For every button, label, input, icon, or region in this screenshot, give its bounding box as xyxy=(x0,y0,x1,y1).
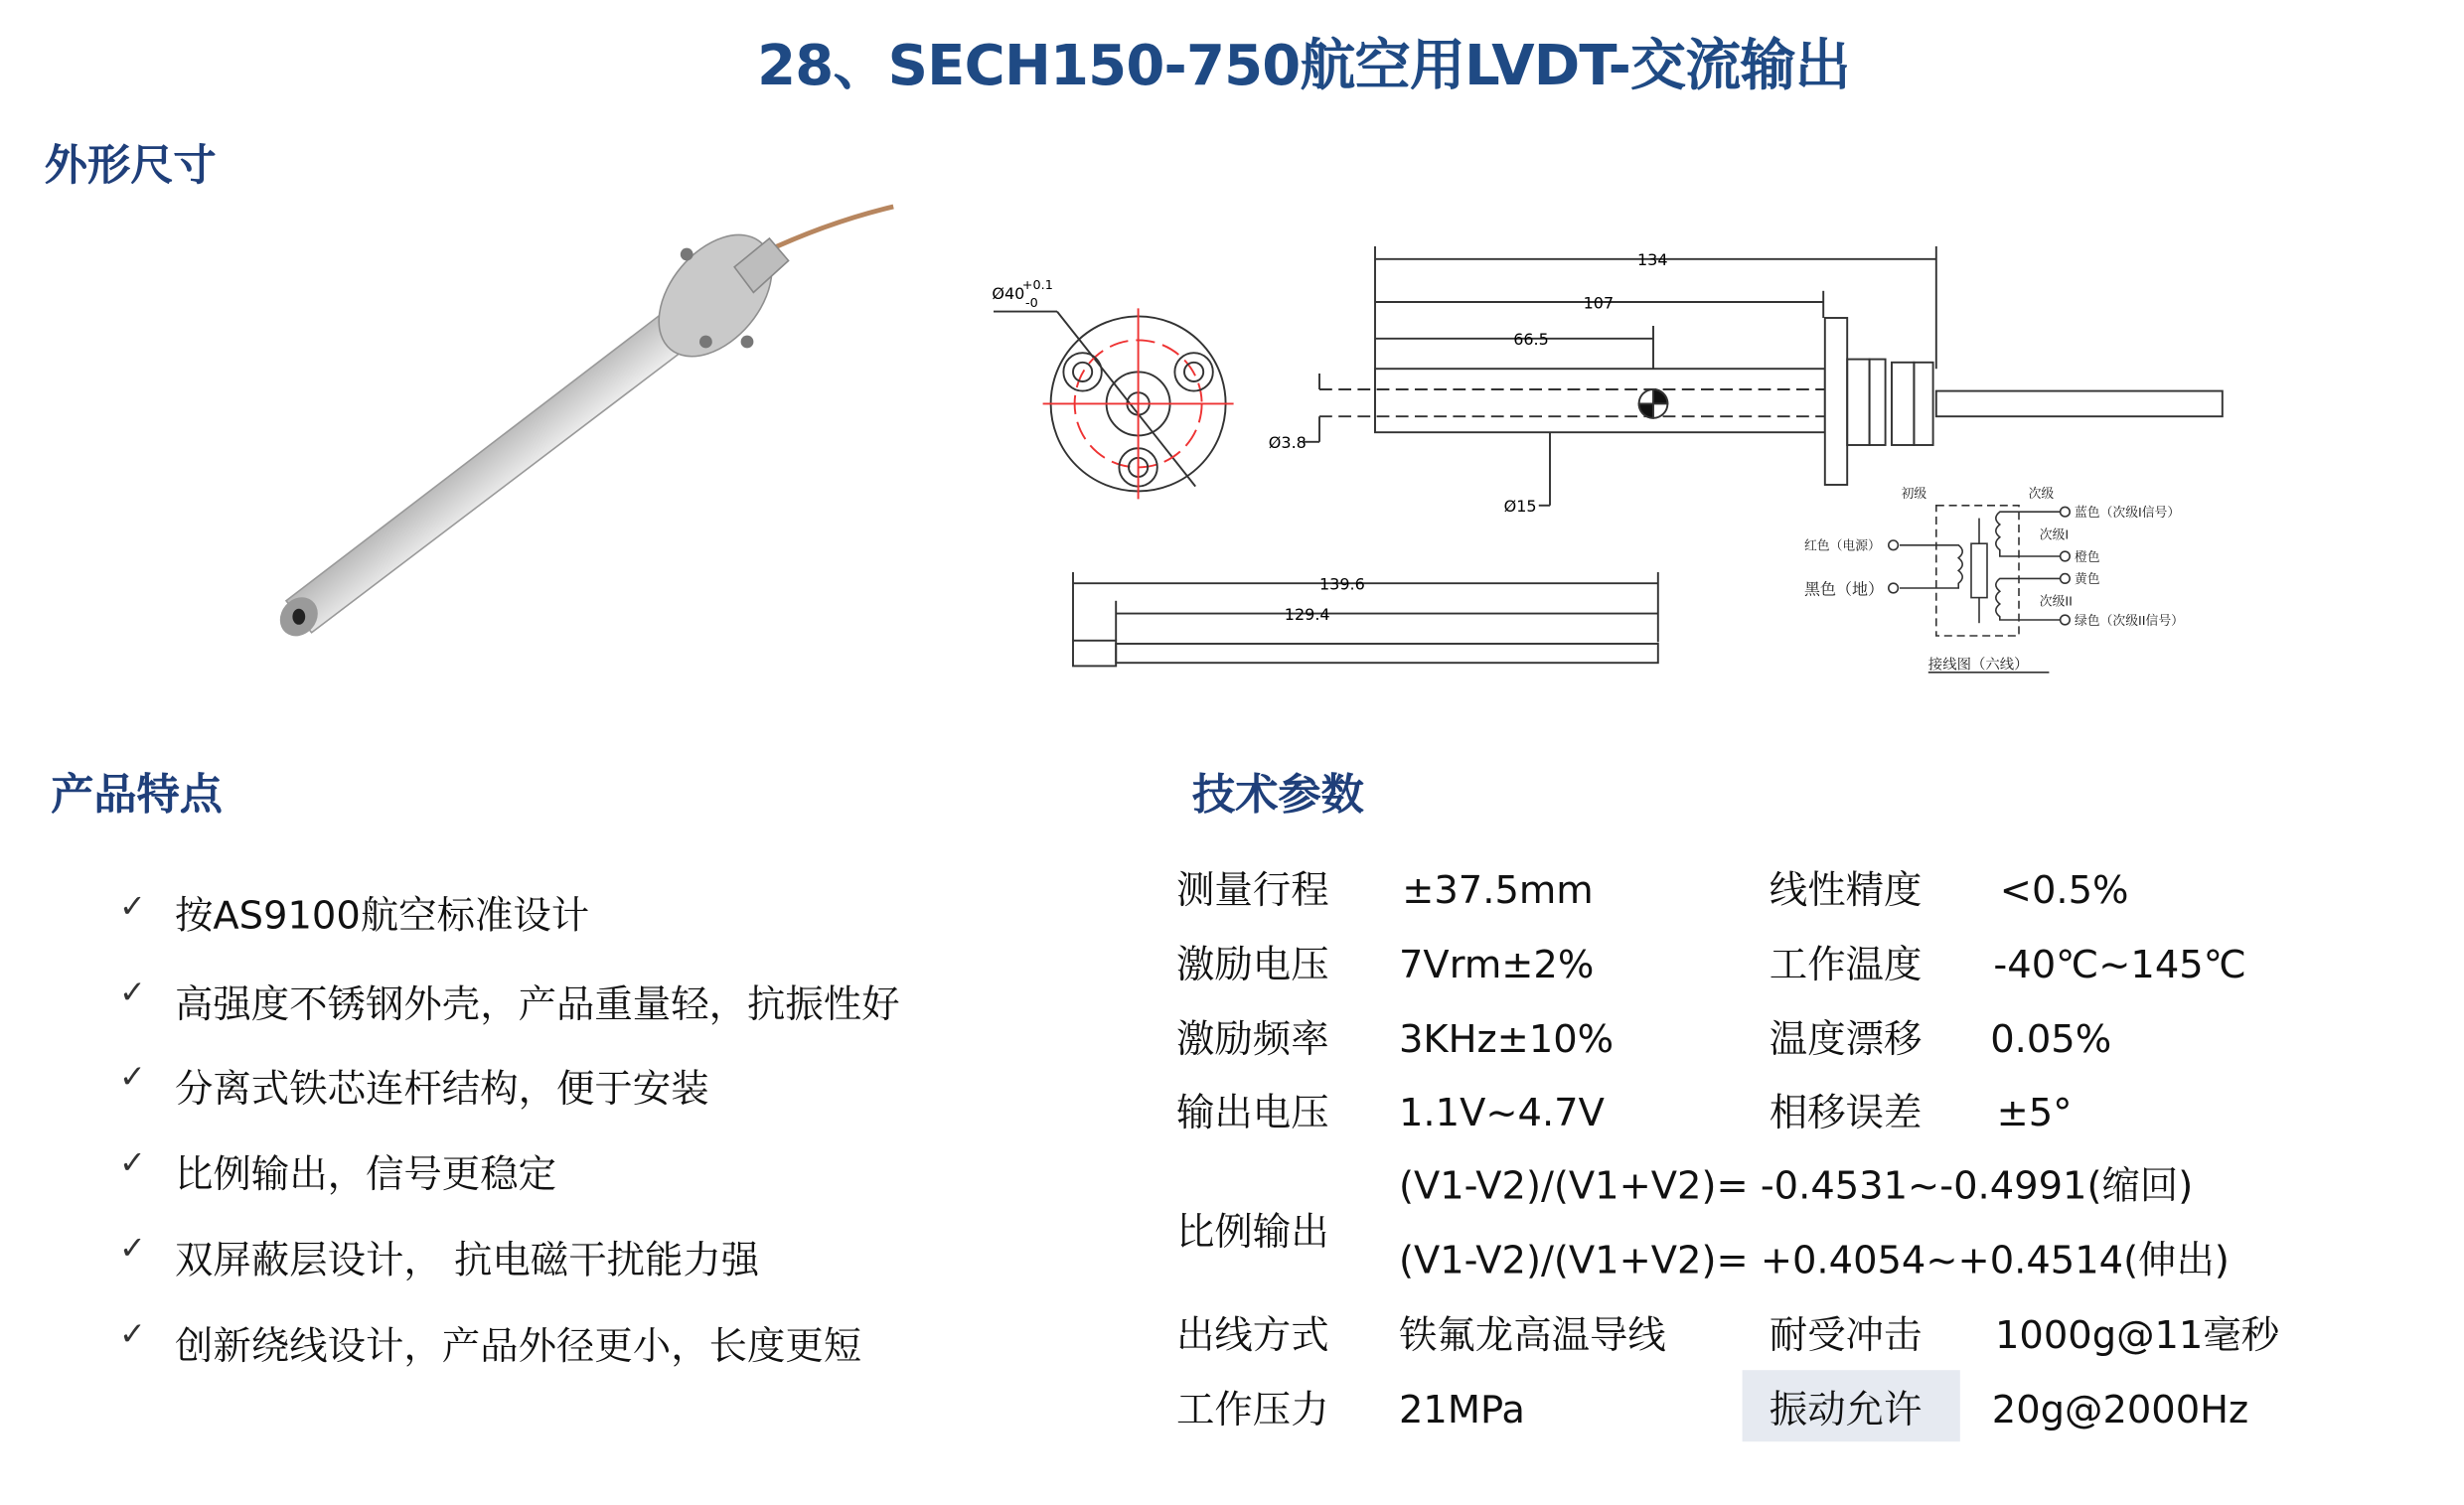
page-title: 28、SECH150-750航空用LVDT-交流输出 xyxy=(757,35,1850,99)
feature-item xyxy=(119,1228,760,1283)
feature-text: 高强度不锈钢外壳，产品重量轻，抗振性好 xyxy=(175,981,900,1027)
spec-label: 比例输出 xyxy=(1176,1209,1329,1255)
spec-label: 耐受冲击 xyxy=(1769,1312,1923,1358)
spec-value: 21MPa xyxy=(1399,1387,1525,1432)
wiring-primary-label: 初级 xyxy=(1901,486,1927,502)
wire-green-label: 绿色（次级II信号） xyxy=(2075,613,2184,629)
section-features-heading: 产品特点 xyxy=(51,771,224,821)
spec-value: 1000g@11毫秒 xyxy=(1995,1312,2280,1358)
spec-label: 出线方式 xyxy=(1176,1312,1329,1358)
check-icon: ✓ xyxy=(119,1142,146,1181)
spec-value: -40℃~145℃ xyxy=(1993,942,2246,987)
spec-label: 激励电压 xyxy=(1176,942,1329,987)
dim-134: 134 xyxy=(1637,250,1668,270)
side-view xyxy=(1304,246,2223,506)
flange-front-view xyxy=(994,308,1234,499)
feature-item xyxy=(119,1142,556,1197)
dim-body-dia: Ø15 xyxy=(1503,497,1537,517)
wire-red-label: 红色（电源） xyxy=(1804,538,1881,554)
check-icon: ✓ xyxy=(119,1057,146,1096)
section-specs-heading: 技术参数 xyxy=(1192,771,1364,821)
spec-value: 7Vrm±2% xyxy=(1399,942,1595,987)
spec-label: 激励频率 xyxy=(1176,1017,1329,1062)
feature-item xyxy=(119,973,900,1027)
dim-129-4: 129.4 xyxy=(1284,605,1330,624)
dim-core-dia: Ø3.8 xyxy=(1268,433,1307,453)
feature-text: 比例输出，信号更稳定 xyxy=(175,1152,556,1197)
feature-item xyxy=(119,1057,709,1112)
spec-value: (V1-V2)/(V1+V2)= -0.4531~-0.4991(缩回) xyxy=(1399,1163,2194,1208)
spec-value: ±37.5mm xyxy=(1402,867,1594,913)
spec-label: 输出电压 xyxy=(1176,1090,1329,1135)
check-icon: ✓ xyxy=(119,1314,146,1353)
wiring-caption: 接线图（六线） xyxy=(1927,657,2029,674)
spec-label: 线性精度 xyxy=(1769,867,1923,913)
wiring-secondary-label: 次级 xyxy=(2028,486,2055,502)
flange-tol-plus: +0.1 xyxy=(1021,278,1053,294)
wire-blue-label: 蓝色（次级I信号） xyxy=(2075,506,2181,521)
wire-yellow-label: 黄色 xyxy=(2075,572,2100,588)
spec-value: 20g@2000Hz xyxy=(1991,1387,2249,1432)
spec-label: 测量行程 xyxy=(1176,867,1329,913)
feature-item xyxy=(119,886,590,938)
dim-107: 107 xyxy=(1583,293,1615,313)
spec-label: 振动允许 xyxy=(1769,1387,1923,1432)
dim-139-6: 139.6 xyxy=(1319,574,1365,594)
secondary-1-label: 次级I xyxy=(2039,527,2070,543)
spec-value: 铁氟龙高温导线 xyxy=(1399,1312,1666,1358)
feature-text: 按AS9100航空标准设计 xyxy=(175,893,590,938)
secondary-2-label: 次级II xyxy=(2039,594,2073,610)
spec-label: 相移误差 xyxy=(1769,1090,1923,1135)
sensor-photo xyxy=(272,207,893,644)
flange-tol-minus: -0 xyxy=(1025,295,1038,311)
wire-black-label: 黑色（地） xyxy=(1804,579,1885,599)
feature-text: 创新绕线设计，产品外径更小，长度更短 xyxy=(175,1323,862,1369)
spec-label: 工作温度 xyxy=(1769,942,1923,987)
spec-value: 0.05% xyxy=(1990,1017,2112,1062)
core-rod-view xyxy=(1073,572,1658,666)
feature-text: 分离式铁芯连杆结构，便于安装 xyxy=(175,1066,709,1112)
spec-value: ±5° xyxy=(1996,1090,2073,1135)
spec-label: 温度漂移 xyxy=(1769,1017,1923,1062)
spec-value: 3KHz±10% xyxy=(1399,1017,1615,1062)
spec-value: 1.1V~4.7V xyxy=(1399,1090,1605,1135)
spec-value: <0.5% xyxy=(1999,867,2129,913)
feature-item xyxy=(119,1314,862,1369)
section-dimensions-heading: 外形尺寸 xyxy=(44,141,217,191)
dim-66-5: 66.5 xyxy=(1513,330,1549,350)
spec-value: (V1-V2)/(V1+V2)= +0.4054~+0.4514(伸出) xyxy=(1399,1238,2230,1283)
check-icon: ✓ xyxy=(119,886,146,926)
check-icon: ✓ xyxy=(119,1228,146,1268)
flange-dia-label: Ø40 xyxy=(992,283,1025,303)
spec-label: 工作压力 xyxy=(1176,1387,1329,1432)
check-icon: ✓ xyxy=(119,973,146,1011)
feature-text: 双屏蔽层设计， 抗电磁干扰能力强 xyxy=(175,1238,760,1283)
wire-orange-label: 橙色 xyxy=(2075,549,2100,565)
